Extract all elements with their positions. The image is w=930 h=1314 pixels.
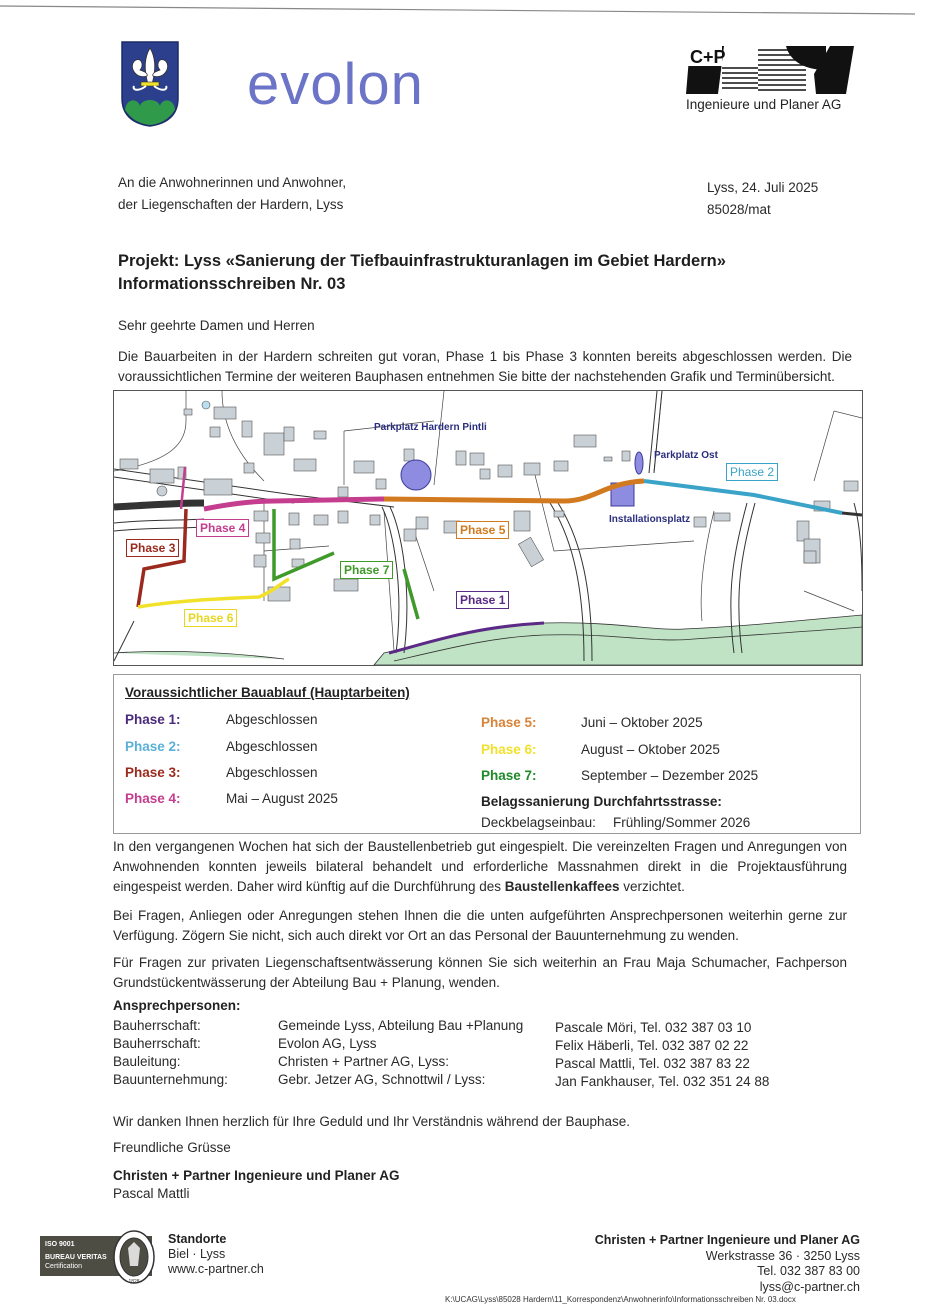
contact-org: Gemeinde Lyss, Abteilung Bau +Planung <box>278 1018 524 1033</box>
document-title <box>118 250 726 296</box>
website-link[interactable]: www.c-partner.ch <box>168 1262 264 1276</box>
lyss-coat-of-arms-logo <box>120 40 180 128</box>
signature-name: Pascal Mattli <box>113 1186 190 1201</box>
scan-edge-line <box>0 3 920 15</box>
contact-person: Pascal Mattli, Tel. 032 387 83 22 <box>555 1056 750 1071</box>
footer-address: Werkstrasse 36 · 3250 Lyss <box>705 1248 860 1263</box>
schedule-box <box>113 674 861 834</box>
label-installationsplatz: Installationsplatz <box>609 514 691 525</box>
contact-org: Christen + Partner AG, Lyss: <box>278 1054 449 1069</box>
phase-date: September – Dezember 2025 <box>581 768 759 783</box>
contact-org: Gebr. Jetzer AG, Schnottwil / Lyss: <box>278 1072 486 1087</box>
belag-title: Belagssanierung Durchfahrtsstrasse: <box>481 794 722 809</box>
phase-label: Phase 6: <box>481 742 537 757</box>
paragraph-site-update: In den vergangenen Wochen hat sich der Baustellenbetrieb gut eingespielt. Die vereinzelten Fragen und Anregungen von Anwohnenden konnten jeweils bilateral behandelt und erforderliche Massnahmen direkt in die Projektausführung eingespeist werden. Daher wird künftig auf die Durchführung des Baustellenkaffees verzichtet. <box>113 839 847 894</box>
phase-label: Phase 1: <box>125 712 181 727</box>
footer-company-address <box>595 1233 860 1295</box>
belag-date: Frühling/Sommer 2026 <box>613 815 751 830</box>
contacts-heading: Ansprechpersonen: <box>113 998 241 1013</box>
paragraph-drainage: Für Fragen zur privaten Liegenschaftsentwässerung können Sie sich weiterhin an Frau Maja Schumacher, Fachperson Grundstückentwässerung der Abteilung Bau + Planung, wenden. <box>113 955 847 990</box>
baustellenkaffees-bold: Baustellenkaffees <box>504 879 620 894</box>
phase-label: Phase 5: <box>481 715 537 730</box>
contact-person: Pascale Möri, Tel. 032 387 03 10 <box>555 1020 752 1035</box>
svg-text:1828: 1828 <box>128 1279 140 1285</box>
svg-text:C+P: C+P <box>690 47 726 67</box>
contact-role: Bauunternehmung: <box>113 1072 228 1087</box>
contact-role: Bauherrschaft: <box>113 1018 201 1033</box>
recipient-line-2: der Liegenschaften der Hardern, Lyss <box>118 197 344 212</box>
contact-org: Evolon AG, Lyss <box>278 1036 377 1051</box>
map-label-phase-4: Phase 4 <box>196 519 249 537</box>
reference-number: 85028/mat <box>707 202 771 217</box>
contact-role: Bauleitung: <box>113 1054 181 1069</box>
contact-row <box>113 1036 863 1054</box>
schedule-title: Voraussichtlicher Bauablauf (Hauptarbeiten) <box>125 685 410 700</box>
contact-person: Jan Fankhauser, Tel. 032 351 24 88 <box>555 1074 770 1089</box>
iso-9001-certification-badge: ISO 9001 BUREAU VERITAS Certification <box>40 1236 152 1276</box>
phase-date: Abgeschlossen <box>226 765 318 780</box>
recipient-line-1: An die Anwohnerinnen und Anwohner, <box>118 175 347 190</box>
date-reference-block <box>707 177 818 221</box>
evolon-logo: evolon <box>247 52 424 117</box>
phase-label: Phase 7: <box>481 768 537 783</box>
footer-company: Christen + Partner Ingenieure und Planer AG <box>594 1233 860 1247</box>
phase-label: Phase 3: <box>125 765 181 780</box>
phase-date: Juni – Oktober 2025 <box>581 715 703 730</box>
recipient-address <box>118 172 346 216</box>
map-label-phase-5: Phase 5 <box>456 521 509 539</box>
belag-label: Deckbelagseinbau: <box>481 815 596 830</box>
cp-logo-subtitle: Ingenieure und Planer AG <box>686 97 842 112</box>
salutation: Sehr geehrte Damen und Herren <box>118 318 315 333</box>
greeting: Freundliche Grüsse <box>113 1140 231 1155</box>
contact-row <box>113 1072 863 1090</box>
footer-phone: Tel. 032 387 83 00 <box>757 1264 860 1278</box>
document-file-path: K:\UCAG\Lyss\85028 Hardern\11_Korrespondenz\Anwohnerinfo\Informationsschreiben Nr. 03.docx <box>445 1295 796 1304</box>
contact-role: Bauherrschaft: <box>113 1036 201 1051</box>
standorte-block <box>168 1232 264 1277</box>
map-label-phase-3: Phase 3 <box>126 539 179 557</box>
paragraph-contact-info: Bei Fragen, Anliegen oder Anregungen stehen Ihnen die die unten aufgeführten Ansprechpersonen weiterhin gerne zur Verfügung. Zögern Sie nicht, sich auch direkt vor Ort an das Personal der Bauunternehmung zu wenden. <box>113 908 847 943</box>
phase-label: Phase 2: <box>125 739 181 754</box>
intro-paragraph: Die Bauarbeiten in der Hardern schreiten gut voran, Phase 1 bis Phase 3 konnten bereits abgeschlossen werden. Die voraussichtlichen Termine der weiteren Bauphasen entnehmen Sie bitte der nachstehenden Grafik und Terminübersicht. <box>118 349 852 384</box>
label-parkplatz-ost: Parkplatz Ost <box>654 450 718 461</box>
map-label-phase-2: Phase 2 <box>726 463 778 481</box>
phase-date: Mai – August 2025 <box>226 791 338 806</box>
thanks-line: Wir danken Ihnen herzlich für Ihre Geduld und Ihr Verständnis während der Bauphase. <box>113 1114 631 1129</box>
map-label-phase-7: Phase 7 <box>340 561 393 579</box>
footer-email[interactable]: lyss@c-partner.ch <box>759 1279 860 1294</box>
map-label-phase-6: Phase 6 <box>184 609 237 627</box>
construction-phase-map <box>113 390 863 666</box>
bureau-veritas-seal-icon <box>108 1228 160 1286</box>
project-title: Projekt: Lyss «Sanierung der Tiefbauinfrastrukturanlagen im Gebiet Hardern» <box>118 252 726 270</box>
phase-date: August – Oktober 2025 <box>581 742 720 757</box>
signature-company: Christen + Partner Ingenieure und Planer AG <box>113 1168 400 1183</box>
contact-person: Felix Häberli, Tel. 032 387 02 22 <box>555 1038 749 1053</box>
label-parkplatz-hardern-pintli: Parkplatz Hardern Pintli <box>374 422 487 433</box>
place-date: Lyss, 24. Juli 2025 <box>707 180 819 195</box>
letter-number: Informationsschreiben Nr. 03 <box>118 275 346 293</box>
standorte-places: Biel · Lyss <box>168 1247 226 1261</box>
phase-label: Phase 4: <box>125 791 181 806</box>
phase-date: Abgeschlossen <box>226 739 318 754</box>
contact-row <box>113 1018 863 1036</box>
phase-date: Abgeschlossen <box>226 712 318 727</box>
standorte-title: Standorte <box>168 1232 227 1246</box>
christen-partner-logo <box>686 44 854 94</box>
map-label-phase-1: Phase 1 <box>456 591 509 609</box>
contact-row <box>113 1054 863 1072</box>
